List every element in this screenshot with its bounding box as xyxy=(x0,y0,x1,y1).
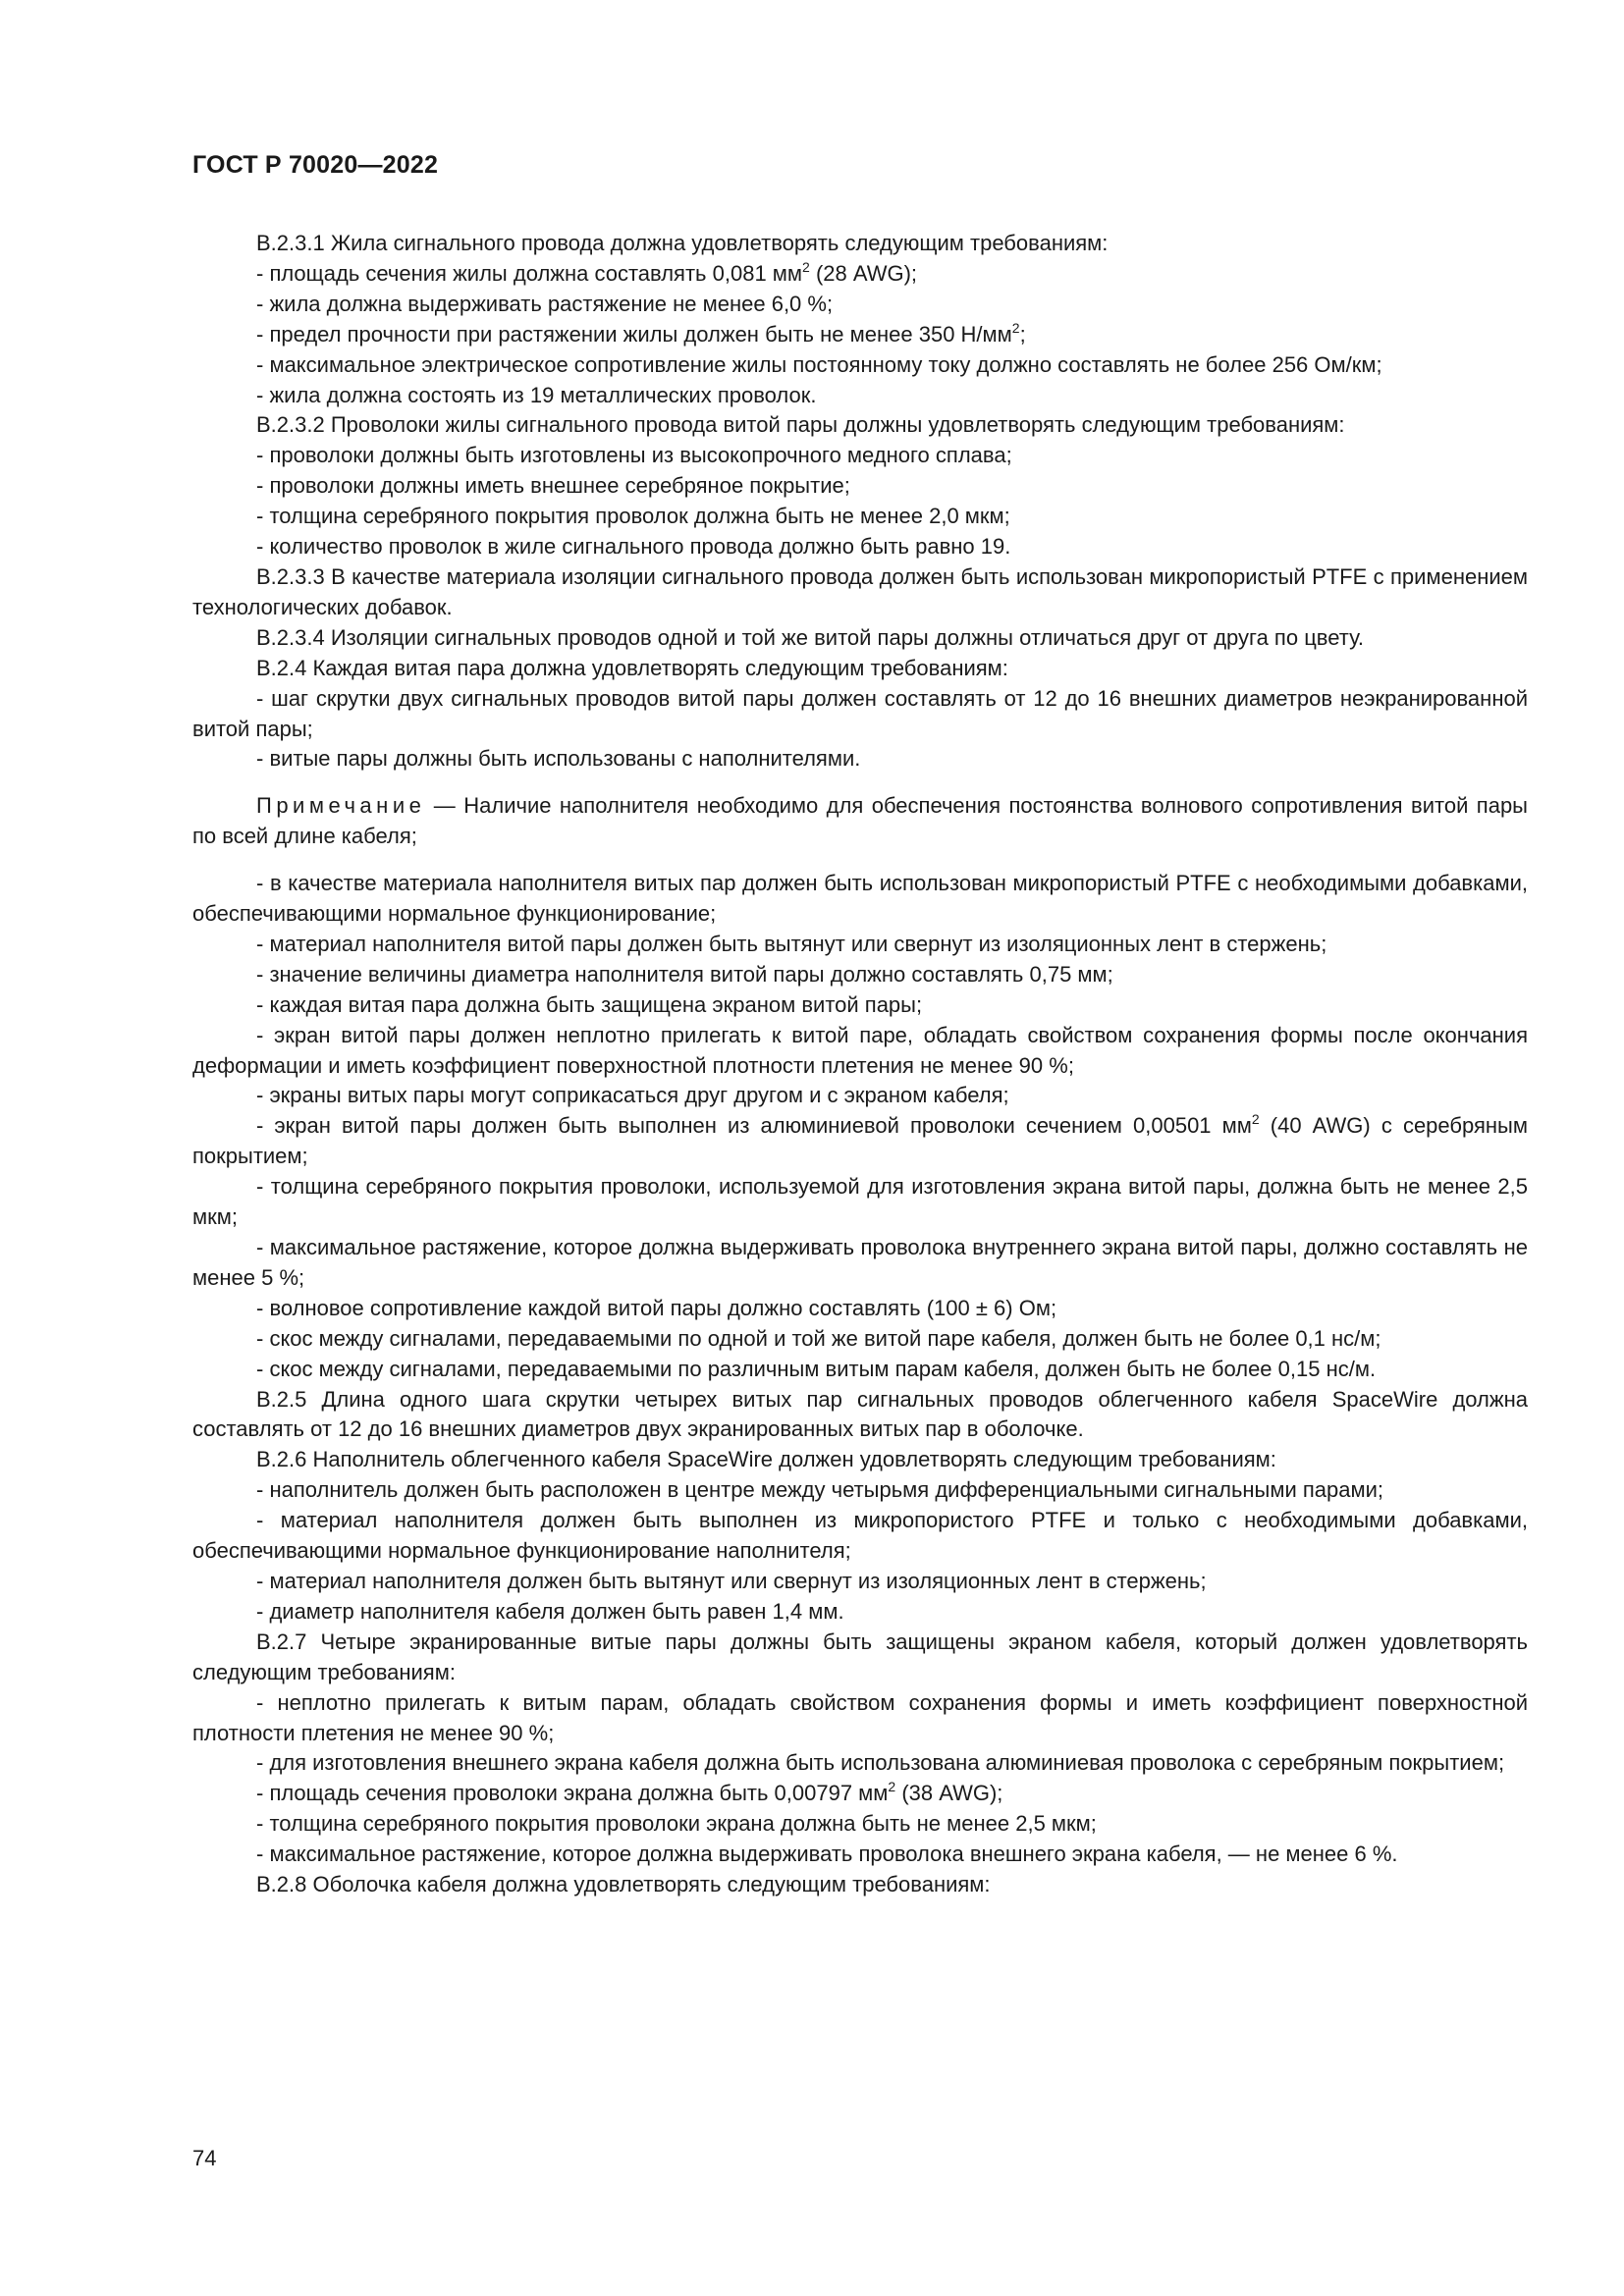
spacer xyxy=(192,774,1528,791)
clause-b234: В.2.3.4 Изоляции сигнальных проводов одной и той же витой пары должны отличаться друг от друга по цвету. xyxy=(256,624,1364,650)
clause-b27: В.2.7 Четыре экранированные витые пары должны быть защищены экраном кабеля, который должен удовлетворять следующим требованиям: xyxy=(192,1629,1528,1684)
clause-b232: В.2.3.2 Проволоки жилы сигнального провода витой пары должны удовлетворять следующим требованиям: xyxy=(256,412,1345,438)
clause-b231: В.2.3.1 Жила сигнального провода должна удовлетворять следующим требованиям: xyxy=(256,231,1109,255)
clause-b24: В.2.4 Каждая витая пара должна удовлетворять следующим требованиям: xyxy=(256,655,1008,680)
page-number: 74 xyxy=(192,2146,217,2170)
spacer xyxy=(192,852,1528,869)
list-item: - экраны витых пары могут соприкасаться друг другом и с экраном кабеля; xyxy=(256,1083,1009,1108)
list-item: - жила должна состоять из 19 металлических проволок. xyxy=(256,382,817,407)
list-item: - толщина серебряного покрытия проволоки, используемой для изготовления экрана витой пары, должна быть не менее 2,5 мкм; xyxy=(192,1174,1528,1230)
list-item: - толщина серебряного покрытия проволок должна быть не менее 2,0 мкм; xyxy=(256,504,1010,529)
list-item: - максимальное растяжение, которое должна выдерживать проволока внешнего экрана кабеля, — не менее 6 %. xyxy=(256,1842,1398,1867)
list-item: - проволоки должны быть изготовлены из высокопрочного медного сплава; xyxy=(256,443,1012,468)
list-item: - количество проволок в жиле сигнального провода должно быть равно 19. xyxy=(256,534,1011,560)
list-item: - скос между сигналами, передаваемыми по различным витым парам кабеля, должен быть не более 0,15 нс/м. xyxy=(256,1356,1377,1381)
list-item: - материал наполнителя витой пары должен быть вытянут или свернут из изоляционных лент в стержень; xyxy=(256,931,1327,956)
note xyxy=(192,791,1528,852)
list-item: - в качестве материала наполнителя витых пар должен быть использован микропористый PTFE с необходимыми добавками, обеспечивающими нормальное функционирование; xyxy=(192,871,1528,927)
list-item: - материал наполнителя должен быть вытянут или свернут из изоляционных лент в стержень; xyxy=(256,1568,1207,1593)
list-item: - площадь сечения проволоки экрана должна быть 0,00797 $мм^2$ (38 AWG); xyxy=(256,1779,1003,1806)
list-item: - предел прочности при растяжении жилы должен быть не менее 350 $Н/мм^2$; xyxy=(256,319,1026,347)
list-item: - для изготовления внешнего экрана кабеля должна быть использована алюминиевая проволока с серебряным покрытием; xyxy=(256,1750,1505,1776)
list-item: - неплотно прилегать к витым парам, обладать свойством сохранения формы и иметь коэффициент поверхностной плотности плетения не менее 90 %; xyxy=(192,1689,1528,1745)
list-item: - площадь сечения жилы должна составлять 0,081 $мм^2$ (28 AWG); xyxy=(256,258,918,286)
clause-b28: В.2.8 Оболочка кабеля должна удовлетворять следующим требованиям: xyxy=(256,1872,991,1897)
document-header: ГОСТ Р 70020—2022 xyxy=(192,151,439,179)
list-item: - диаметр наполнителя кабеля должен быть равен 1,4 мм. xyxy=(256,1598,844,1624)
list-item: - витые пары должны быть использованы с наполнителями. xyxy=(256,746,861,772)
list-item: - жила должна выдерживать растяжение не менее 6,0 %; xyxy=(256,291,834,316)
list-item: - каждая витая пара должна быть защищена экраном витой пары; xyxy=(256,991,923,1017)
list-item: - скос между сигналами, передаваемыми по одной и той же витой паре кабеля, должен быть не более 0,1 нс/м; xyxy=(256,1325,1381,1351)
list-item: - проволоки должны иметь внешнее серебряное покрытие; xyxy=(256,473,850,499)
list-item: - значение величины диаметра наполнителя витой пары должно составлять 0,75 мм; xyxy=(256,961,1113,987)
list-item: - материал наполнителя должен быть выполнен из микропористого PTFE и только с необходимыми добавками, обеспечивающими нормальное функционирование наполнителя; xyxy=(192,1508,1528,1564)
list-item: - волновое сопротивление каждой витой пары должно составлять (100 ± 6) Ом; xyxy=(256,1295,1057,1320)
list-item: - толщина серебряного покрытия проволоки экрана должна быть не менее 2,5 мкм; xyxy=(256,1811,1097,1837)
clause-b233: В.2.3.3 В качестве материала изоляции сигнального провода должен быть использован микропористый PTFE с применением технологических добавок. xyxy=(192,563,1528,619)
clause-b25: В.2.5 Длина одного шага скрутки четырех витых пар сигнальных проводов облегченного кабеля SpaceWire должна составлять от 12 до 16 внешних диаметров двух экранированных витых пар в оболочке. xyxy=(192,1386,1528,1442)
list-item: - экран витой пары должен быть выполнен из алюминиевой проволоки сечением 0,00501 $мм^2$ (40 AWG) с серебряным покрытием; xyxy=(192,1111,1528,1169)
clause-b26: В.2.6 Наполнитель облегченного кабеля SpaceWire должен удовлетворять следующим требованиям: xyxy=(256,1447,1276,1472)
note-text: — Наличие наполнителя необходимо для обеспечения постоянства волнового сопротивления витой пары по всей длине кабеля; xyxy=(192,793,1528,849)
note-label: Примечание xyxy=(256,793,426,819)
document-body xyxy=(192,229,1528,1900)
list-item: - экран витой пары должен неплотно прилегать к витой паре, обладать свойством сохранения формы после окончания деформации и иметь коэффициент поверхностной плотности плетения не менее 90 %; xyxy=(192,1022,1528,1078)
list-item: - шаг скрутки двух сигнальных проводов витой пары должен составлять от 12 до 16 внешних диаметров неэкранированной витой пары; xyxy=(192,685,1528,741)
list-item: - максимальное растяжение, которое должна выдерживать проволока внутреннего экрана витой пары, должно составлять не менее 5 %; xyxy=(192,1235,1528,1290)
list-item: - наполнитель должен быть расположен в центре между четырьмя дифференциальными сигнальными парами; xyxy=(256,1477,1384,1503)
list-item: - максимальное электрическое сопротивление жилы постоянному току должно составлять не более 256 Ом/км; xyxy=(256,351,1382,377)
